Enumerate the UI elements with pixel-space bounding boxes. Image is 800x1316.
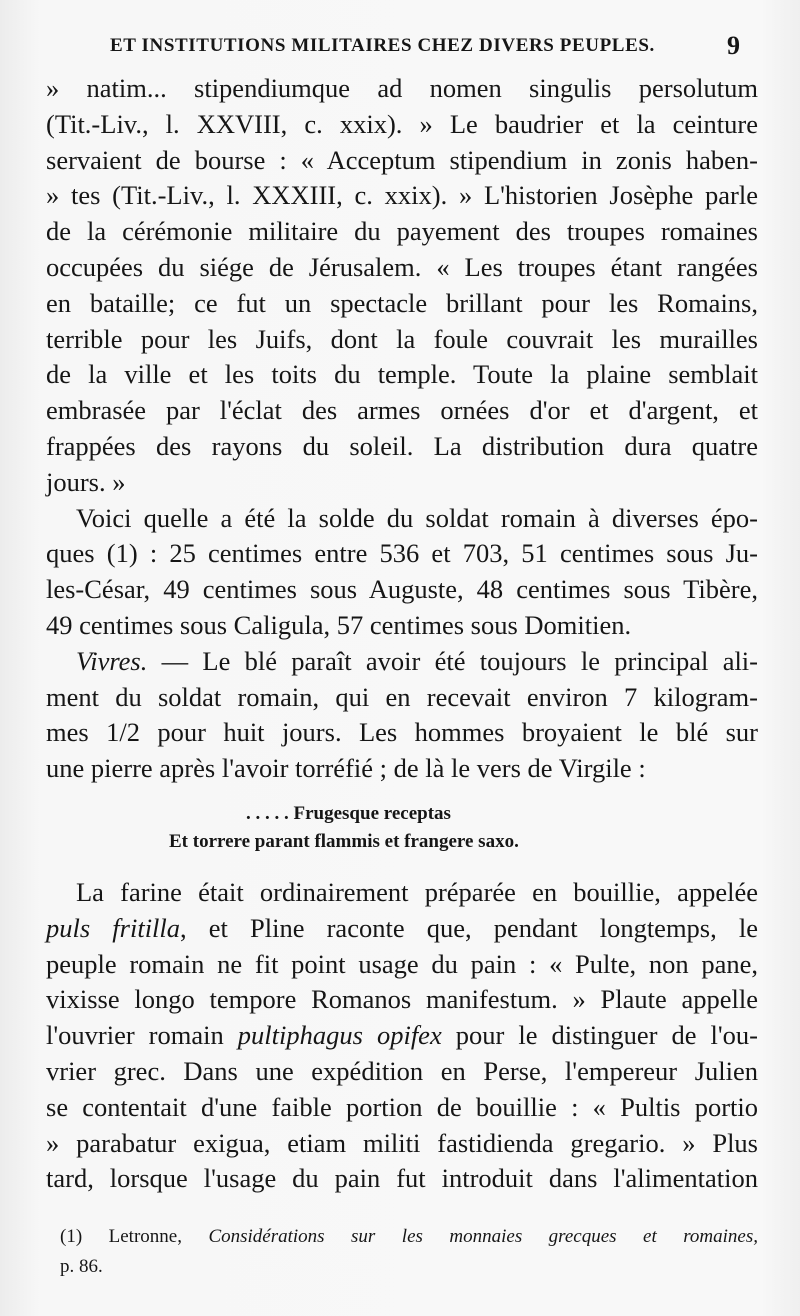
text-line: frappées des rayons du soleil. La distribution dura quatre — [46, 430, 758, 461]
text-line: mes 1/2 pour huit jours. Les hommes broyaient le blé sur — [46, 717, 758, 748]
text-line: de la cérémonie militaire du payement des troupes romaines — [46, 216, 758, 247]
main-text — [46, 71, 758, 787]
text-line: servaient de bourse : « Acceptum stipendium in zonis haben- — [46, 144, 758, 175]
footnote-marker: (1) Letronne, — [60, 1226, 209, 1247]
text-line: » natim... stipendiumque ad nomen singulis persolutum — [46, 73, 758, 103]
text-line: Voici quelle a été la solde du soldat romain à diverses épo- — [76, 502, 758, 533]
verse-line: . . . . . Frugesque receptas — [246, 803, 451, 824]
text-line: vixisse longo tempore Romanos manifestum. » Plaute appelle — [46, 984, 758, 1015]
text-line: » tes (Tit.-Liv., l. XXXIII, c. xxix). » L'historien Josèphe parle — [46, 180, 758, 211]
text-line: de la ville et les toits du temple. Toute la plaine semblait — [46, 359, 758, 390]
italic-term: pultiphagus opifex — [237, 1020, 442, 1051]
text-line — [46, 1018, 758, 1054]
text-line: peuple romain ne fit point usage du pain : « Pulte, non pane, — [46, 948, 758, 979]
text-line: 49 centimes sous Caligula, 57 centimes sous Domitien. — [46, 609, 632, 640]
main-text-continued — [46, 875, 758, 1197]
text-fragment: — Le blé paraît avoir été toujours le principal ali- — [147, 645, 758, 676]
text-line: ques (1) : 25 centimes entre 536 et 703, 51 centimes sous Ju- — [46, 538, 758, 569]
text-fragment: pour le distinguer de l'ou- — [441, 1020, 758, 1051]
text-line: vrier grec. Dans une expédition en Perse, l'empereur Julien — [46, 1055, 758, 1086]
running-head: ET INSTITUTIONS MILITAIRES CHEZ DIVERS PEUPLES. — [110, 35, 655, 56]
text-line: occupées du siége de Jérusalem. « Les troupes étant rangées — [46, 251, 758, 282]
footnote — [60, 1222, 758, 1282]
text-line: La farine était ordinairement préparée en bouillie, appelée — [76, 877, 758, 907]
verse-line: Et torrere parant flammis et frangere saxo. — [169, 831, 519, 852]
section-label: Vivres. — [76, 645, 148, 676]
text-fragment: l'ouvrier romain — [46, 1020, 238, 1051]
text-line: (Tit.-Liv., l. XXVIII, c. xxix). » Le baudrier et la ceinture — [46, 108, 758, 139]
text-line: les-César, 49 centimes sous Auguste, 48 centimes sous Tibère, — [46, 574, 758, 605]
footnote-line: p. 86. — [60, 1256, 103, 1277]
page-header — [90, 31, 740, 63]
text-fragment: , et Pline raconte que, pendant longtemps, le — [180, 912, 758, 943]
text-line: embrasée par l'éclat des armes ornées d'or et d'argent, et — [46, 395, 758, 426]
text-line: se contentait d'une faible portion de bouillie : « Pultis portio — [46, 1091, 758, 1122]
page-number: 9 — [727, 31, 740, 60]
text-line: tard, lorsque l'usage du pain fut introduit dans l'alimentation — [46, 1163, 758, 1194]
verse-quote — [46, 800, 758, 856]
italic-term: puls fritilla — [46, 912, 181, 943]
text-line: en bataille; ce fut un spectacle brillant pour les Romains, — [46, 287, 758, 318]
text-line: ment du soldat romain, qui en recevait environ 7 kilogram- — [46, 681, 758, 712]
text-line: jours. » — [46, 466, 126, 497]
text-line — [46, 644, 758, 680]
footnote-title: Considérations sur les monnaies grecques et romaines, — [208, 1226, 758, 1247]
footnote-line — [60, 1222, 758, 1252]
text-line: une pierre après l'avoir torréfié ; de là le vers de Virgile : — [46, 753, 646, 784]
text-line: » parabatur exigua, etiam militi fastidienda gregario. » Plus — [46, 1127, 758, 1158]
text-line — [46, 911, 758, 947]
text-line: terrible pour les Juifs, dont la foule couvrait les murailles — [46, 323, 758, 354]
